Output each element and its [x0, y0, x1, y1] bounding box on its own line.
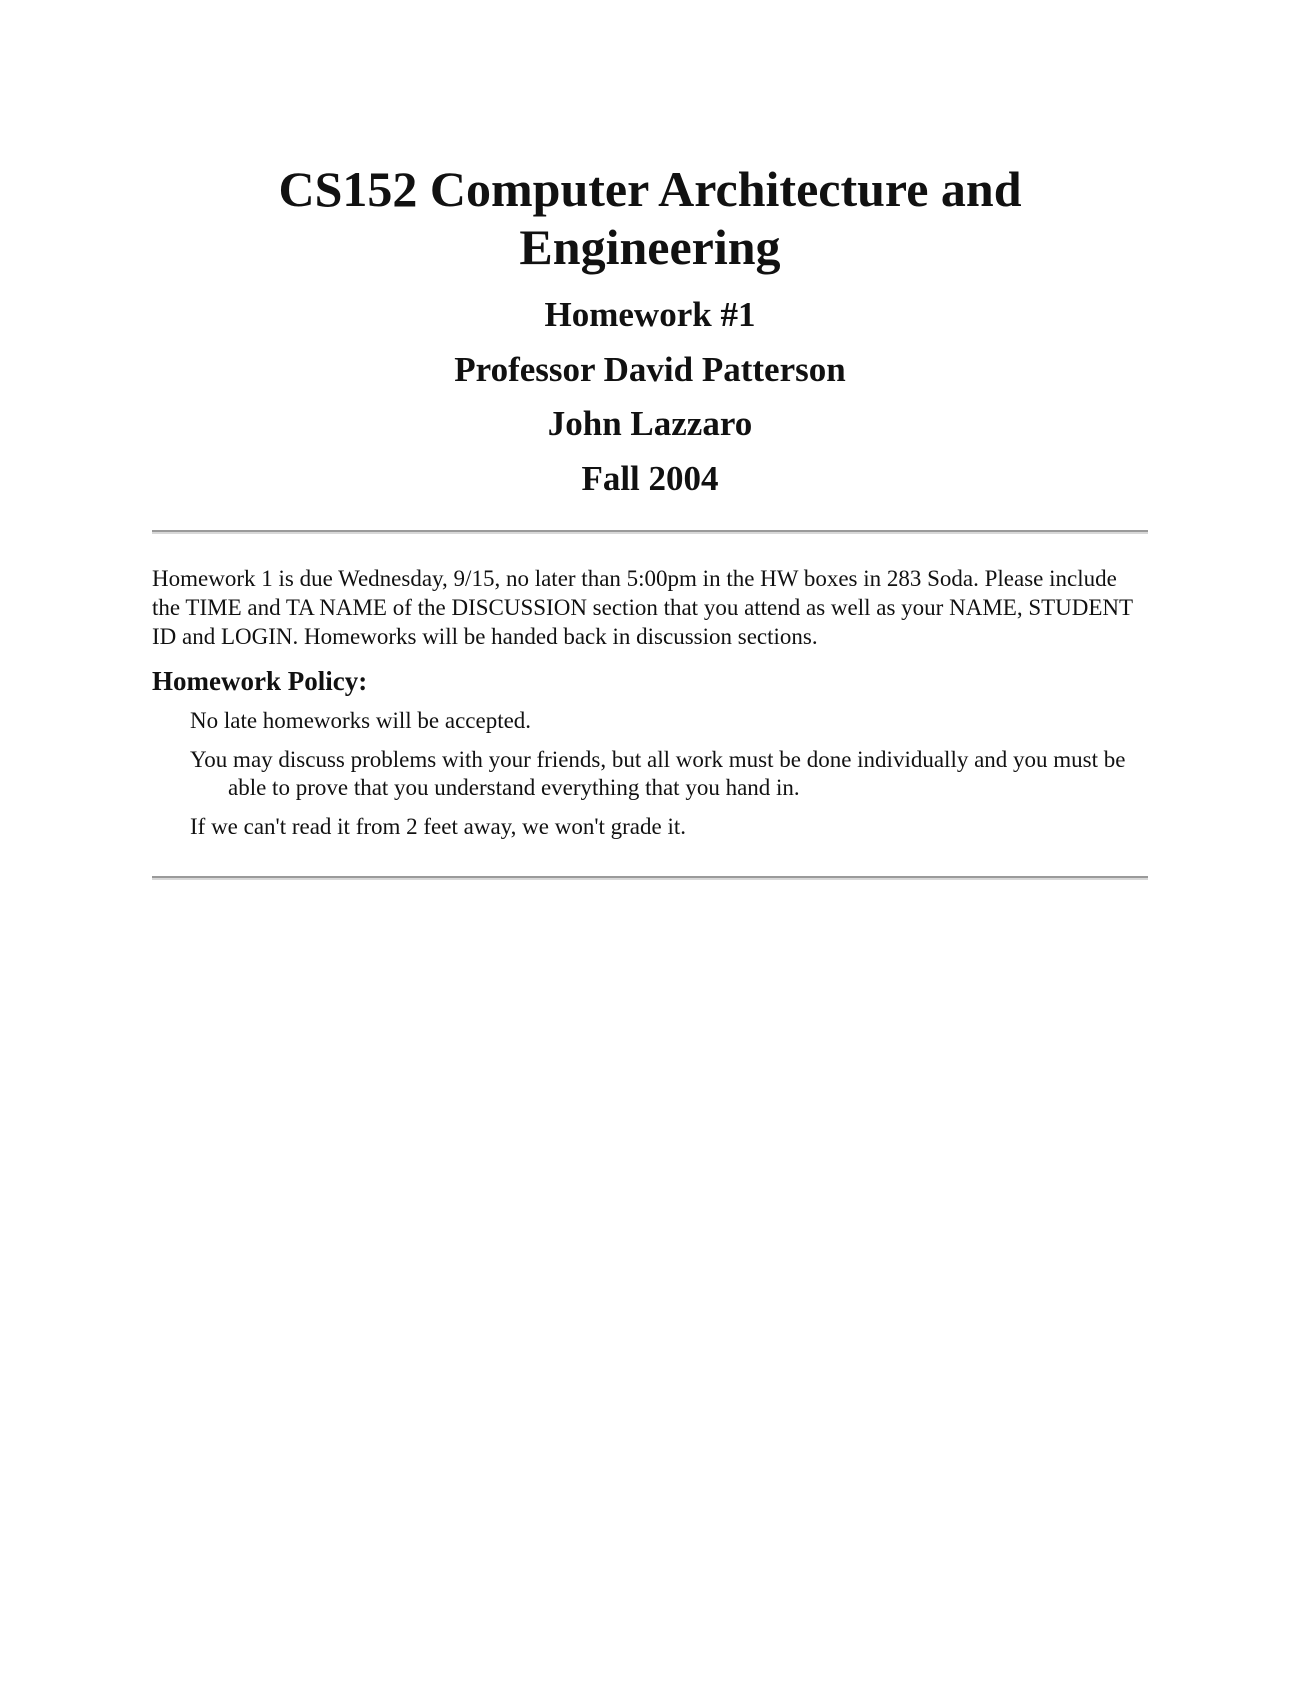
top-divider	[152, 530, 1148, 534]
policy-item-late: No late homeworks will be accepted.	[190, 708, 532, 733]
page-title: CS152 Computer Architecture and Engineering	[278, 161, 1022, 275]
due-date-paragraph: Homework 1 is due Wednesday, 9/15, no later than 5:00pm in the HW boxes in 283 Soda. Please include the TIME and TA NAME of the DISCUSSION section that you attend as well as your NAME, STUDENT ID and LOGIN. Homeworks will be handed back in discussion sections.	[152, 566, 1133, 649]
homework-number: Homework #1	[544, 295, 756, 334]
policy-item-legibility: If we can't read it from 2 feet away, we won't grade it.	[190, 814, 686, 839]
policy-item-collaboration: You may discuss problems with your friends, but all work must be done individually and you must be able to prove that you understand everything that you hand in.	[190, 747, 1126, 800]
policy-heading: Homework Policy:	[152, 666, 368, 696]
policy-list	[190, 707, 1148, 852]
term: Fall 2004	[581, 459, 719, 498]
professor-name: Professor David Patterson	[454, 350, 846, 389]
bottom-divider	[152, 876, 1148, 880]
ta-name: John Lazzaro	[547, 404, 753, 443]
